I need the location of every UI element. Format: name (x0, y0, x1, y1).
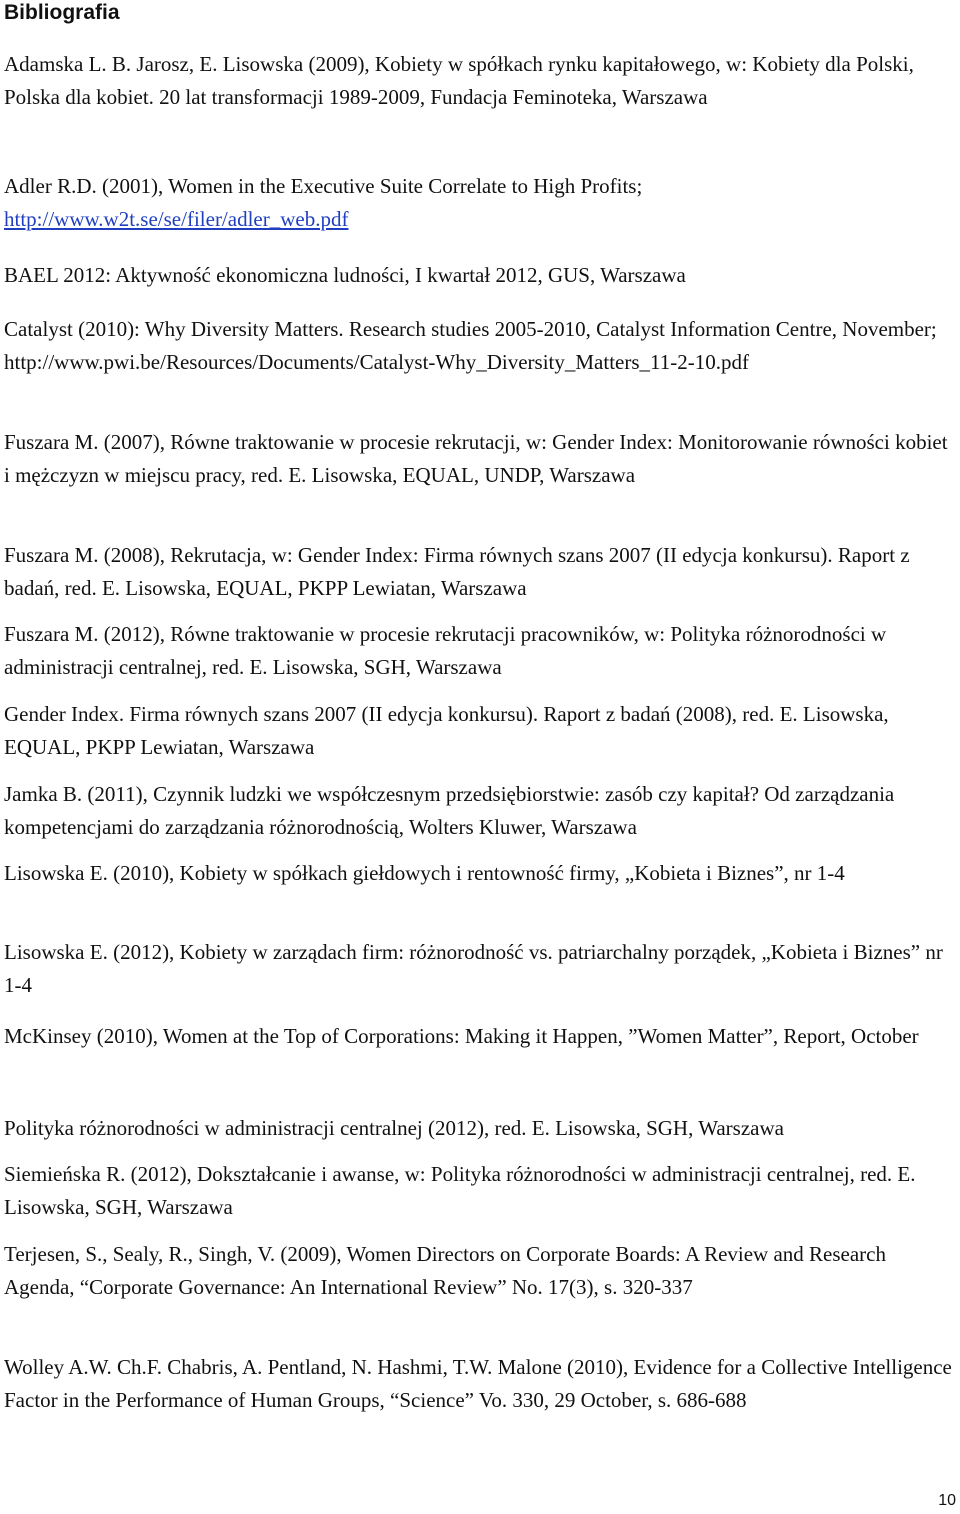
bibliography-entry: Catalyst (2010): Why Diversity Matters. Research studies 2005-2010, Catalyst Information Centre, November; http://www.pwi.be/Resources/Documents/Catalyst-Why_Diversity_Matters_11-2-10.pdf (4, 317, 937, 374)
bibliography-entry: Fuszara M. (2012), Równe traktowanie w procesie rekrutacji pracowników, w: Polityka różnorodności w administracji centralnej, red. E. Lisowska, SGH, Warszawa (4, 622, 887, 679)
bibliography-entry: Lisowska E. (2010), Kobiety w spółkach giełdowych i rentowność firmy, „Kobieta i Biznes”, nr 1-4 (4, 861, 845, 885)
bibliography-entry: Siemieńska R. (2012), Dokształcanie i awanse, w: Polityka różnorodności w administracji centralnej, red. E. Lisowska, SGH, Warszawa (4, 1162, 916, 1219)
bibliography-entry: Adamska L. B. Jarosz, E. Lisowska (2009), Kobiety w spółkach rynku kapitałowego, w: Kobiety dla Polski, Polska dla kobiet. 20 lat transformacji 1989-2009, Fundacja Feminoteka, Warszawa (4, 52, 914, 109)
bibliography-entry: Jamka B. (2011), Czynnik ludzki we współczesnym przedsiębiorstwie: zasób czy kapitał? Od zarządzania kompetencjami do zarządzania różnorodnością, Wolters Kluwer, Warszawa (4, 782, 895, 839)
bibliography-entry: Polityka różnorodności w administracji centralnej (2012), red. E. Lisowska, SGH, Warszawa (4, 1116, 784, 1140)
page-number: 10 (938, 1492, 956, 1509)
bibliography-entry: Wolley A.W. Ch.F. Chabris, A. Pentland, N. Hashmi, T.W. Malone (2010), Evidence for a Collective Intelligence Factor in the Performance of Human Groups, “Science” Vo. 330, 29 October, s. 686-688 (4, 1355, 952, 1412)
bibliography-entry: Fuszara M. (2008), Rekrutacja, w: Gender Index: Firma równych szans 2007 (II edycja konkursu). Raport z badań, red. E. Lisowska, EQUAL, PKPP Lewiatan, Warszawa (4, 543, 910, 600)
bibliography-entry: Terjesen, S., Sealy, R., Singh, V. (2009), Women Directors on Corporate Boards: A Review and Research Agenda, “Corporate Governance: An International Review” No. 17(3), s. 320-337 (4, 1242, 886, 1299)
bibliography-entry: McKinsey (2010), Women at the Top of Corporations: Making it Happen, ”Women Matter”, Report, October (4, 1024, 919, 1048)
bibliography-entry: Gender Index. Firma równych szans 2007 (II edycja konkursu). Raport z badań (2008), red. E. Lisowska, EQUAL, PKPP Lewiatan, Warszawa (4, 702, 889, 759)
bibliography-entry: BAEL 2012: Aktywność ekonomiczna ludności, I kwartał 2012, GUS, Warszawa (4, 263, 686, 287)
entry-text: Adler R.D. (2001), Women in the Executive Suite Correlate to High Profits; (4, 174, 643, 198)
bibliography-entry: Fuszara M. (2007), Równe traktowanie w procesie rekrutacji, w: Gender Index: Monitorowanie równości kobiet i mężczyzn w miejscu pracy, red. E. Lisowska, EQUAL, UNDP, Warszawa (4, 430, 948, 487)
bibliography-entry (4, 170, 956, 236)
page-title: Bibliografia (4, 1, 120, 24)
bibliography-entry: Lisowska E. (2012), Kobiety w zarządach firm: różnorodność vs. patriarchalny porządek, „Kobieta i Biznes” nr 1-4 (4, 940, 943, 997)
entry-link[interactable]: http://www.w2t.se/se/filer/adler_web.pdf (4, 207, 349, 231)
